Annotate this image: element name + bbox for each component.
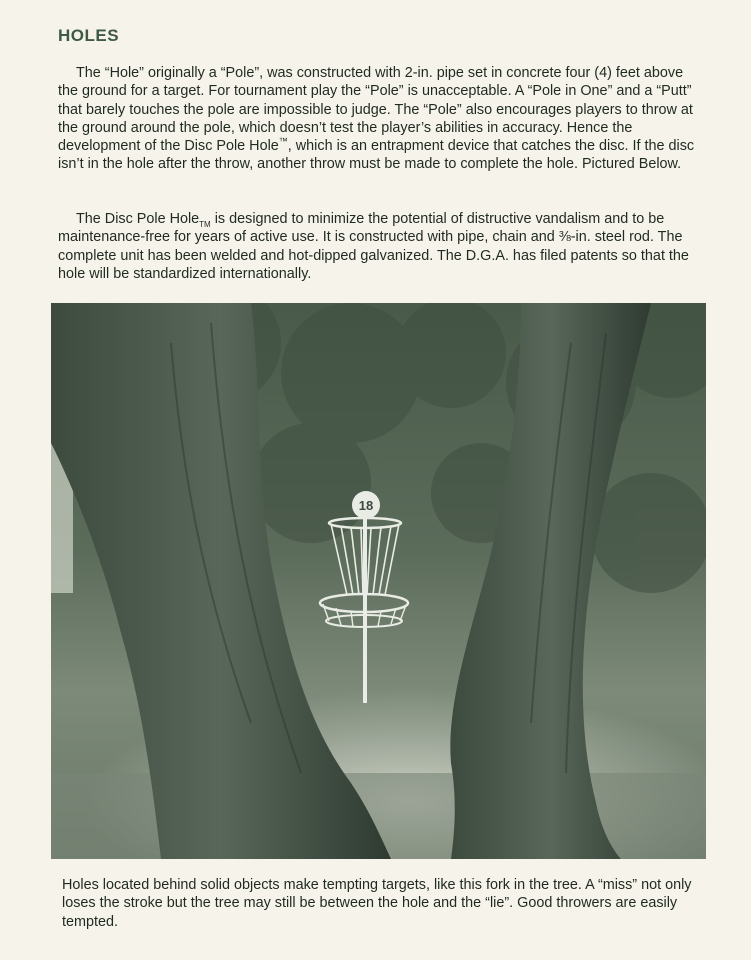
hole-number: 18 [358,498,374,513]
page-heading: HOLES [58,26,120,45]
photo-caption: Holes located behind solid objects make tempting targets, like this fork in the tree. A “miss” not only loses the stroke but the tree may still be between the hole and the “lie”. Good throwers are easily tempted. [62,877,692,930]
disc-pole-hole-photo [51,303,706,859]
paragraph-history-text: The “Hole” originally a “Pole”, was constructed with 2-in. pipe set in concrete four (4) feet above the ground for a target. For tournament play the “Pole” is unacceptable. A “Pole in One” and a “Putt” that barely touches the pole are impossible to judge. The “Pole” also encourages players to throw at the ground around the pole, which doesn’t test the player’s abilities in accuracy. Hence the development of the Disc Pole Hole [58,65,693,155]
paragraph-history-text-continued: , which is an entrapment device that catches the disc. If the disc isn’t in the hole after the throw, another throw must be made to complete the hole. Pictured Below. [58,138,695,173]
paragraph-history [58,64,704,174]
trademark-subscript: TM [199,219,211,229]
trademark-mark: ™ [278,136,288,147]
paragraph-design-text-continued: is designed to minimize the potential of distructive vandalism and to be maintenance-free for years of active use. It is constructed with pipe, chain and ⅜-in. steel rod. The complete unit has been welded and hot-dipped galvanized. The D.G.A. has filed patents so that the hole will be standardized internationally. [58,211,689,282]
paragraph-design [58,210,704,283]
paragraph-design-text: The Disc Pole Hole [76,211,200,227]
